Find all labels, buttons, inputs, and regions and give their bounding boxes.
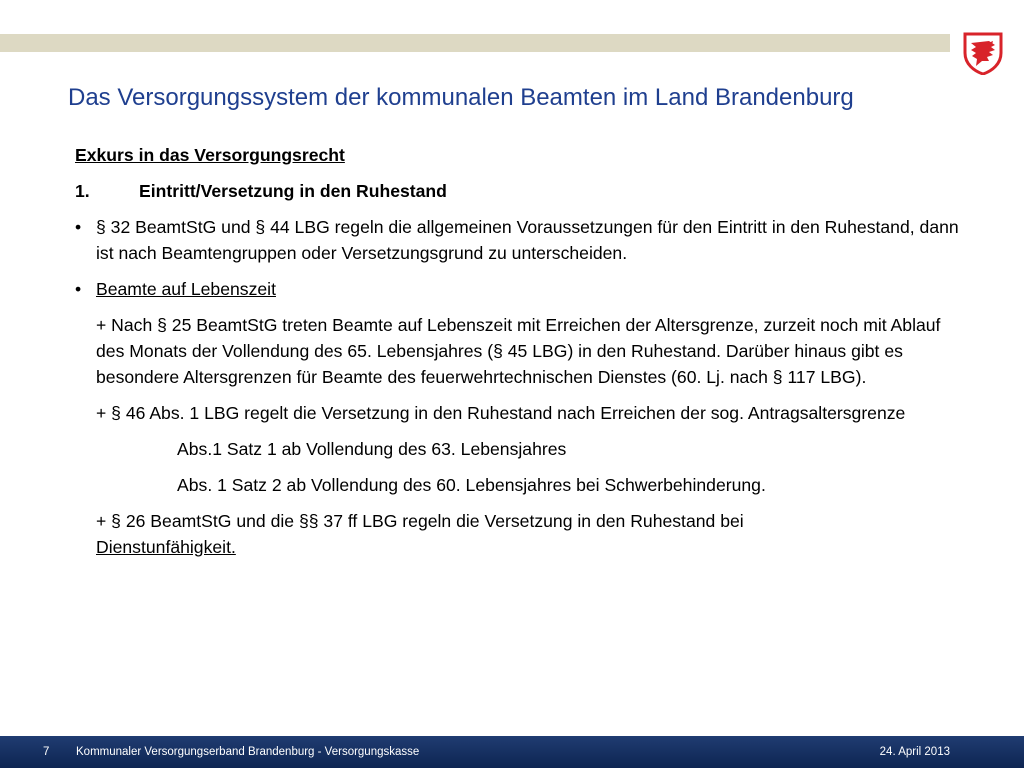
numbered-heading — [75, 178, 965, 204]
section-number: 1. — [75, 181, 90, 201]
top-decorative-band — [0, 34, 950, 52]
dienstunfaehigkeit-underlined: Dienstunfähigkeit. — [96, 537, 236, 557]
footer-date: 24. April 2013 — [879, 746, 950, 758]
paragraph-dienstunfaehigkeit-text: + § 26 BeamtStG und die §§ 37 ff LBG regeln die Versetzung in den Ruhestand bei — [96, 511, 744, 531]
bullet-icon: • — [75, 217, 82, 237]
sub-item-satz1: Abs.1 Satz 1 ab Vollendung des 63. Lebensjahres — [177, 439, 567, 459]
section-heading: Exkurs in das Versorgungsrecht — [75, 145, 345, 165]
section-title: Eintritt/Versetzung in den Ruhestand — [139, 181, 447, 201]
paragraph-dienstunfaehigkeit — [96, 508, 965, 560]
page-number: 7 — [43, 746, 50, 758]
paragraph-lebenszeit: + Nach § 25 BeamtStG treten Beamte auf Lebenszeit mit Erreichen der Altersgrenze, zurzeit noch mit Ablauf des Monats der Vollendung des 65. Lebensjahres (§ 45 LBG) in den Ruhestand. Darüber hinaus gibt es besondere Altersgrenzen für Beamte des feuerwehrtechnischen Dienstes (60. Lj. nach § 117 LBG). — [96, 315, 941, 387]
slide-content — [75, 142, 965, 560]
paragraph-antragsaltersgrenze: + § 46 Abs. 1 LBG regelt die Versetzung in den Ruhestand nach Erreichen der sog. Antragsaltersgrenze — [96, 403, 906, 423]
bullet-text-2: Beamte auf Lebenszeit — [96, 279, 276, 299]
bullet-text-1: § 32 BeamtStG und § 44 LBG regeln die allgemeinen Voraussetzungen für den Eintritt in den Ruhestand, dann ist nach Beamtengruppen oder Versetzungsgrund zu unterscheiden. — [96, 217, 959, 263]
bullet-item-2 — [75, 276, 965, 302]
footer-bar — [0, 736, 1024, 768]
brandenburg-eagle-logo-icon — [962, 31, 1004, 75]
slide-title: Das Versorgungssystem der kommunalen Beamten im Land Brandenburg — [68, 84, 854, 111]
footer-organization: Kommunaler Versorgungserband Brandenburg - Versorgungskasse — [76, 746, 420, 758]
sub-item-satz2: Abs. 1 Satz 2 ab Vollendung des 60. Lebensjahres bei Schwerbehinderung. — [177, 475, 766, 495]
bullet-icon: • — [75, 279, 82, 299]
bullet-item-1 — [75, 214, 965, 266]
